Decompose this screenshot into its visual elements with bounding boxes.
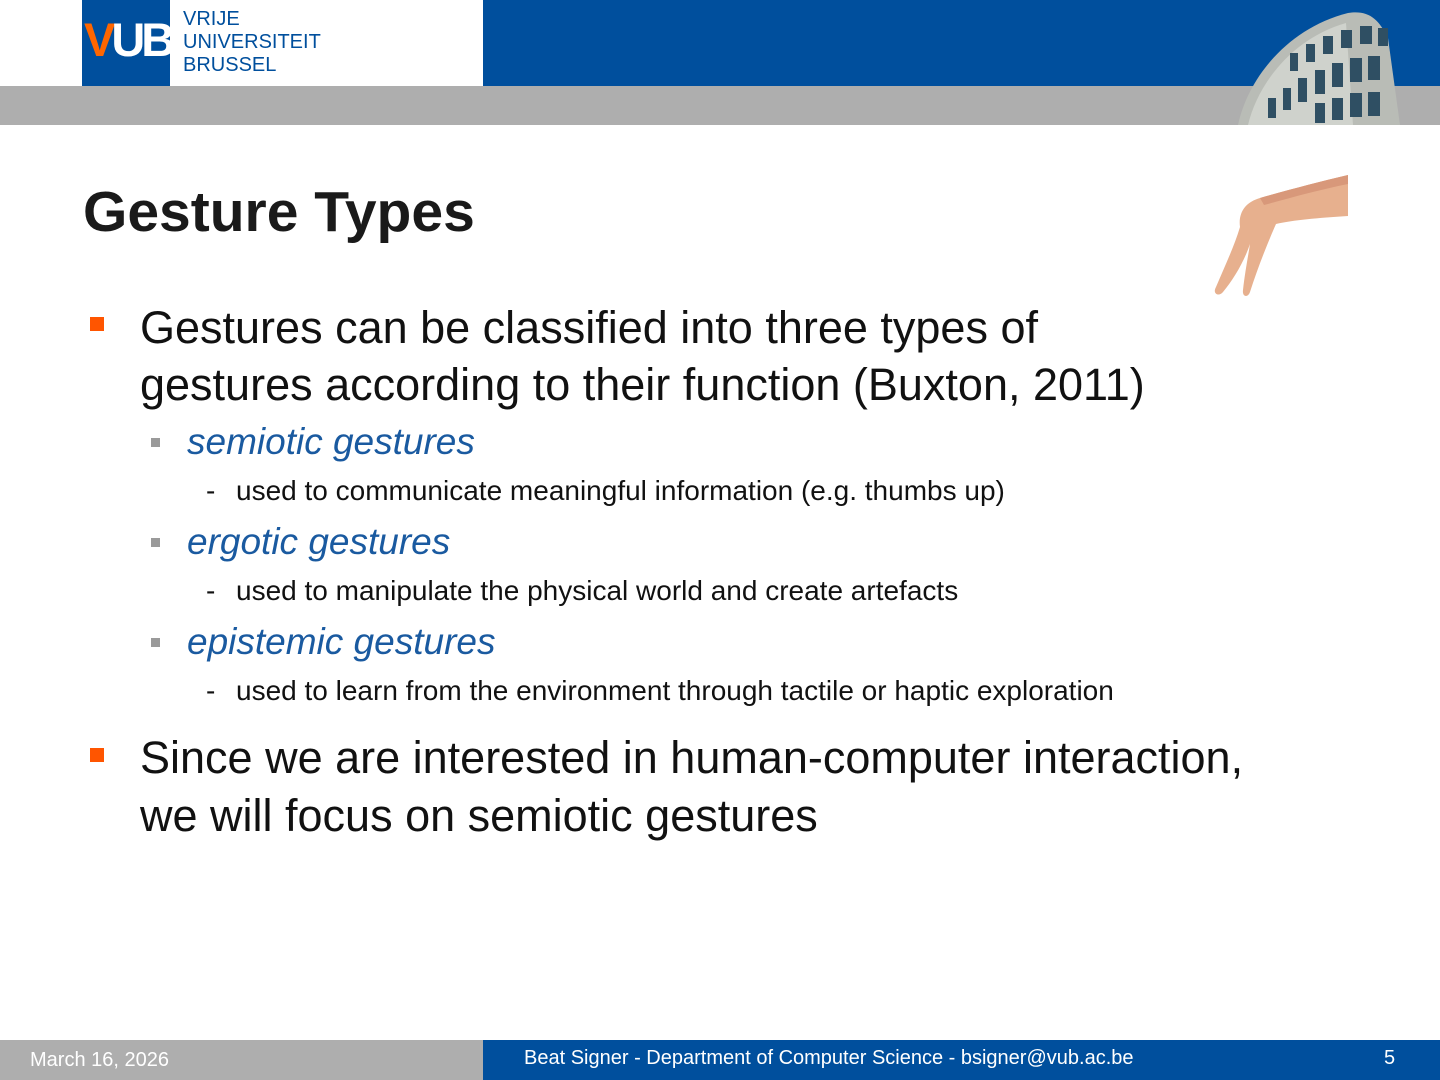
footer-author: Beat Signer - Department of Computer Science - bsigner@vub.ac.be: [524, 1047, 1134, 1069]
slide-title: Gesture Types: [83, 180, 475, 244]
university-name: [183, 8, 321, 77]
logo-text: VUB: [84, 13, 172, 66]
sub-bullet-marker: [151, 638, 160, 647]
sub-bullet-ergotic: ergotic gestures: [187, 521, 451, 562]
bullet-text: gestures according to their function (Buxton, 2011): [140, 359, 1145, 410]
university-line: UNIVERSITEIT: [183, 31, 321, 53]
bullet-text: we will focus on semiotic gestures: [140, 790, 818, 841]
sub-detail-text: used to learn from the environment through tactile or haptic exploration: [236, 675, 1114, 706]
header-gray-band: [0, 86, 1440, 125]
sub-bullet-epistemic: epistemic gestures: [187, 621, 496, 662]
university-line: BRUSSEL: [183, 54, 277, 76]
bullet-text: Since we are interested in human-computer interaction,: [140, 732, 1244, 783]
footer-date: March 16, 2026: [30, 1049, 169, 1071]
sub-bullet-semiotic: semiotic gestures: [187, 421, 475, 462]
bullet-marker: [90, 317, 104, 331]
page-number: 5: [1384, 1047, 1396, 1069]
dash-marker: -: [206, 575, 216, 606]
dash-marker: -: [206, 475, 216, 506]
walking-fingers-hand-icon: [1198, 172, 1350, 298]
sub-detail-text: used to communicate meaningful information (e.g. thumbs up): [236, 475, 1005, 506]
university-line: VRIJE: [183, 8, 240, 30]
sub-detail-text: used to manipulate the physical world and create artefacts: [236, 575, 959, 606]
bullet-marker: [90, 748, 104, 762]
sub-bullet-marker: [151, 438, 160, 447]
bullet-text: Gestures can be classified into three types of: [140, 302, 1038, 353]
sub-bullet-marker: [151, 538, 160, 547]
building-photo-icon: [1228, 8, 1403, 125]
dash-marker: -: [206, 675, 216, 706]
vub-logo-icon: [82, 0, 170, 86]
